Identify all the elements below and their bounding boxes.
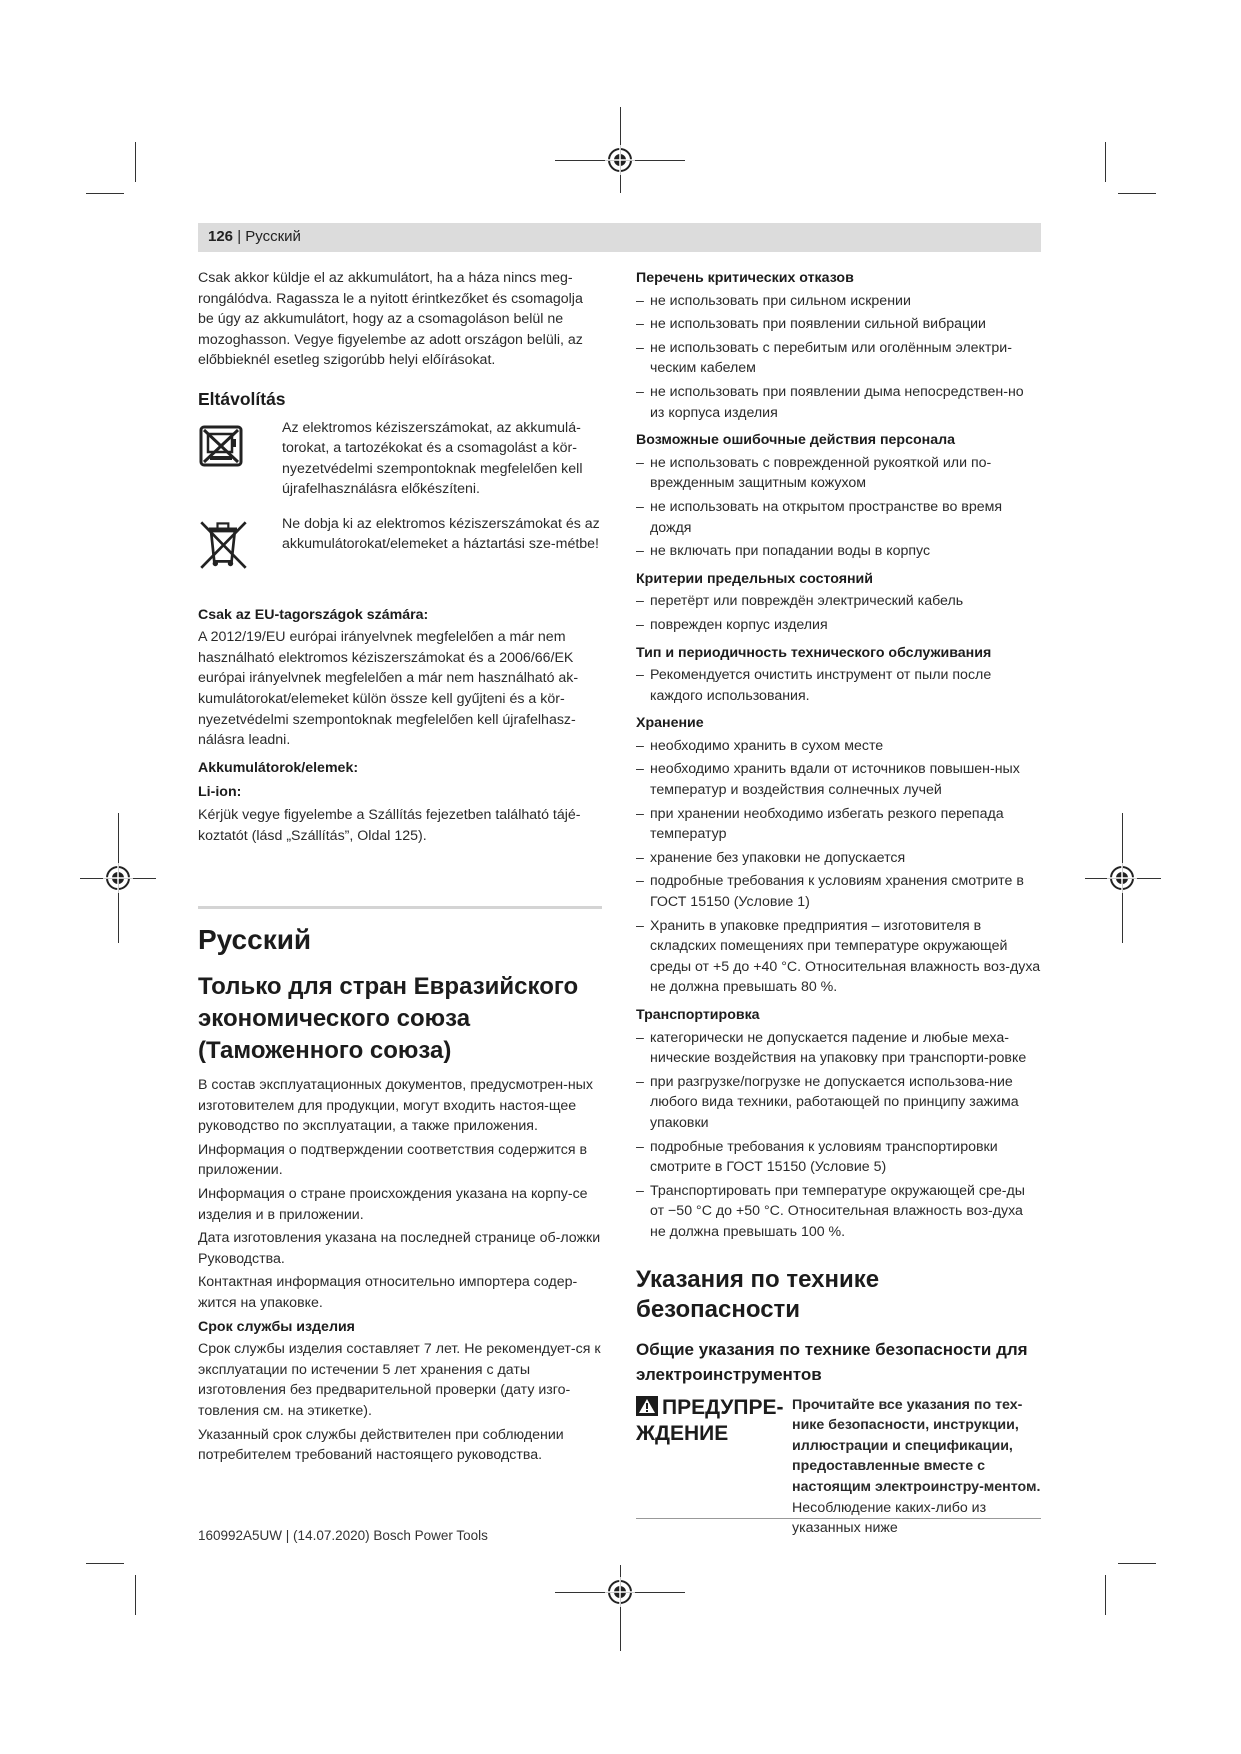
header-language: Русский (245, 228, 301, 245)
footer-divider (636, 1518, 1041, 1519)
page-header (198, 223, 1041, 252)
limits-heading: Критерии предельных состояний (636, 570, 874, 587)
list-item: – не использовать при сильном искрении (636, 291, 1041, 312)
safety-title: Указания по технике безопасности (636, 1265, 880, 1323)
eaeu-paragraph: В состав эксплуатационных документов, предусмотрен-ных изготовителем для продукции, могут входить настоя-щее руководство по эксплуатации, а также приложения. (198, 1077, 593, 1135)
list-item: – не использовать с поврежденной рукояткой или по-врежденным защитным кожухом (636, 453, 1041, 494)
list-item: – подробные требования к условиям хранения смотрите в ГОСТ 15150 (Условие 1) (636, 871, 1041, 912)
crop-mark (86, 193, 124, 194)
eu-heading: Csak az EU-tagországok számára: (198, 606, 429, 623)
registration-mark-icon (605, 1577, 635, 1607)
list-item: – Хранить в упаковке предприятия – изготовителя в складских помещениях при температуре окружающей среды от +5 до +40 °C. Относительная влажность воз-духа не должна превышать 80 %. (636, 916, 1041, 998)
registration-mark-icon (1107, 863, 1137, 893)
failures-heading: Перечень критических отказов (636, 270, 854, 286)
failures-list (636, 291, 1041, 424)
eaeu-paragraph: Дата изготовления указана на последней странице об-ложки Руководства. (198, 1230, 601, 1267)
service-life-paragraph: Срок службы изделия составляет 7 лет. Не рекомендует-ся к эксплуатации по истечении 5 лет хранения с даты изготовления без предварительной проверки (дату изго-товления см. на этикетке). (198, 1341, 601, 1419)
eaeu-paragraph: Информация о стране происхождения указана на корпу-се изделия и в приложении. (198, 1186, 588, 1223)
transport-heading: Транспортировка (636, 1007, 760, 1023)
list-item: – хранение без упаковки не допускается (636, 848, 1041, 869)
list-item: – подробные требования к условиям транспортировки смотрите в ГОСТ 15150 (Условие 5) (636, 1137, 1041, 1178)
right-column (636, 268, 1041, 1542)
list-item: – Транспортировать при температуре окружающей сре-ды от −50 °C до +50 °C. Относительная влажность воз-духа не должна превышать 100 %. (636, 1181, 1041, 1243)
errors-heading: Возможные ошибочные действия персонала (636, 432, 955, 449)
li-ion-heading: Li-ion: (198, 784, 242, 801)
errors-list (636, 453, 1041, 562)
header-text (208, 228, 301, 245)
page-number: 126 (208, 228, 234, 245)
left-column (198, 268, 602, 1469)
list-item: – необходимо хранить в сухом месте (636, 736, 1041, 757)
service-life-heading: Срок службы изделия (198, 1318, 355, 1335)
crop-mark (135, 142, 136, 182)
crop-mark (1105, 1575, 1106, 1615)
eaeu-title: Только для стран Евразийского экономического союза (Таможенного союза) (198, 973, 579, 1065)
warning-label-box (636, 1395, 786, 1447)
storage-list (636, 736, 1041, 998)
list-item: – категорически не допускается падение и любые меха-нические воздействия на упаковку при транспорти-ровке (636, 1028, 1041, 1069)
disposal-item (198, 418, 602, 510)
list-item: – не использовать с перебитым или оголённым электри-ческим кабелем (636, 338, 1041, 379)
list-item: – при хранении необходимо избегать резкого перепада температур (636, 804, 1041, 845)
limits-list (636, 591, 1041, 635)
crop-mark (1105, 142, 1106, 182)
list-item: – поврежден корпус изделия (636, 615, 1041, 636)
list-item: – перетёрт или повреждён электрический кабель (636, 591, 1041, 612)
header-separator: | (233, 228, 246, 245)
crop-mark (135, 1575, 136, 1615)
list-item: – при разгрузке/погрузке не допускается использова-ние любого вида техники, работающей по принципу зажима упаковки (636, 1072, 1041, 1134)
registration-mark-icon (103, 863, 133, 893)
disposal-text-2: Ne dobja ki az elektromos kéziszerszámokat és az akkumulátorokat/elemeket a háztartási sze-métbe! (282, 515, 600, 553)
warning-continuation: Несоблюдение каких-либо из указанных ниже (792, 1499, 987, 1537)
list-item: – Рекомендуется очистить инструмент от пыли после каждого использования. (636, 665, 1041, 706)
crop-mark (86, 1563, 124, 1564)
registration-mark-icon (605, 145, 635, 175)
disposal-text-1: Az elektromos kéziszerszámokat, az akkumulá-torokat, a tartozékokat és a csomagolást a kör-nyezetvédelmi szempontoknak megfelelően kell újrafelhasználásra előkészíteni. (282, 419, 583, 498)
warning-triangle-icon (636, 1396, 658, 1416)
footer-text: 160992A5UW | (14.07.2020) Bosch Power Tools (198, 1528, 488, 1543)
language-title: Русский (198, 924, 312, 956)
li-ion-paragraph: Kérjük vegye figyelembe a Szállítás fejezetben található tájé-koztatót (lásd „Szállítás”, Oldal 125). (198, 806, 581, 844)
warning-text: Прочитайте все указания по тех-нике безопасности, инструкции, иллюстрации и спецификации, предоставленные вместе с настоящим электроинстру-ментом. (792, 1396, 1041, 1495)
list-item: – не использовать на открытом пространстве во время дождя (636, 497, 1041, 538)
section-divider (198, 906, 602, 909)
safety-subtitle: Общие указания по технике безопасности для электроинструментов (636, 1339, 1028, 1384)
eu-paragraph: A 2012/19/EU európai irányelvnek megfelelően a már nem használható elektromos kéziszerszámokat és a 2006/66/EK európai irányelvnek megfelelően a már nem használható ak-kumulátorokat/elemeket külön össze kell gyűjteni és a kör-nyezetvédelmi szempontoknak megfelelően kell újrafelhasz-nálásra leadni. (198, 629, 579, 749)
transport-list (636, 1028, 1041, 1243)
crop-mark (1118, 193, 1156, 194)
crossed-bin-icon (198, 514, 250, 574)
shipping-paragraph: Csak akkor küldje el az akkumulátort, ha a háza nincs meg-rongálódva. Ragassza le a nyitott érintkezőket és csomagolja be úgy az akkumulátort, hogy az a csomagoláson belül ne mozoghasson. Vegye figyelembe az adott országon belüli, az előbbieknél esetleg szigorúbb helyi előírásokat. (198, 270, 583, 369)
crop-mark (1118, 1563, 1156, 1564)
warning-label: ПРЕДУПРЕ-ЖДЕНИЕ (636, 1395, 784, 1445)
eaeu-paragraph: Контактная информация относительно импортера содер-жится на упаковке. (198, 1274, 578, 1312)
maintenance-heading: Тип и периодичность технического обслуживания (636, 644, 992, 661)
list-item: – не использовать при появлении дыма непосредствен-но из корпуса изделия (636, 382, 1041, 423)
storage-heading: Хранение (636, 715, 704, 732)
list-item: – не использовать при появлении сильной вибрации (636, 314, 1041, 335)
list-item: – не включать при попадании воды в корпус (636, 541, 1041, 562)
service-life-paragraph: Указанный срок службы действителен при соблюдении потребителем требований настоящего руководства. (198, 1426, 564, 1464)
battery-recycle-icon (198, 422, 246, 470)
maintenance-list (636, 665, 1041, 706)
list-item: – необходимо хранить вдали от источников повышен-ных температур и воздействия солнечных лучей (636, 759, 1041, 800)
batteries-heading: Akkumulátorok/elemek: (198, 759, 359, 776)
eaeu-paragraph: Информация о подтверждении соответствия содержится в приложении. (198, 1141, 588, 1179)
disposal-item (198, 514, 602, 598)
disposal-heading: Eltávolítás (198, 388, 286, 409)
